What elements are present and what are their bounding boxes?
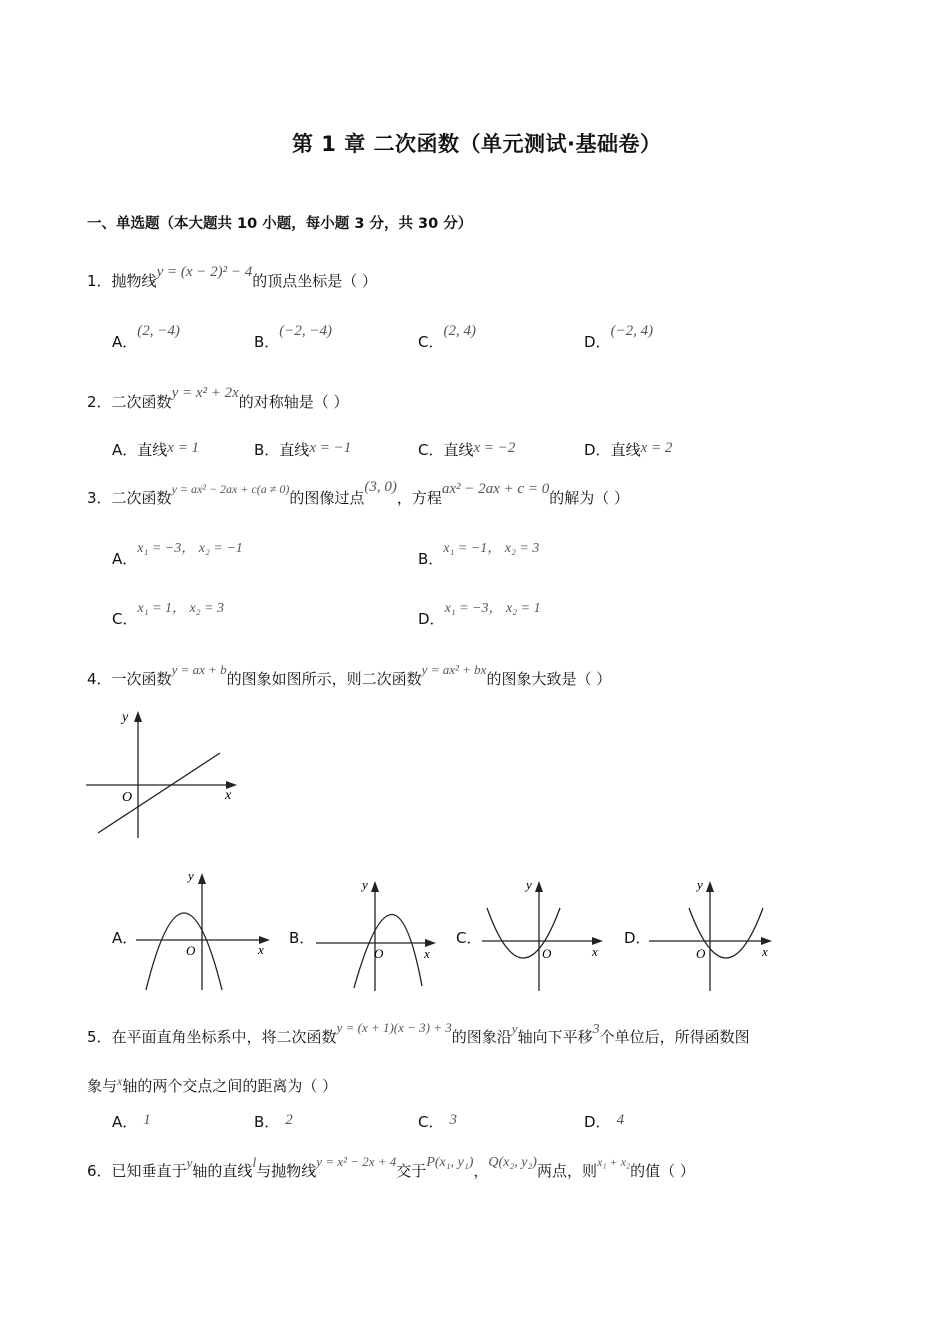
question-number: 5． — [87, 1028, 112, 1046]
formula: x = −1 — [309, 440, 352, 456]
question-text: 的顶点坐标是（ ） — [252, 272, 378, 290]
q2-option-b[interactable] — [254, 439, 351, 460]
q4-option-b-label[interactable]: B． — [289, 929, 315, 947]
formula: x₁ = −1， x₂ = 3 — [443, 541, 540, 556]
option-label: A． — [112, 550, 138, 568]
q5-option-a[interactable] — [112, 1111, 151, 1132]
formula: (2, −4) — [137, 323, 180, 339]
formula: (−2, −4) — [279, 323, 333, 339]
formula: x = −2 — [473, 440, 516, 456]
question-text: 的解为（ ） — [549, 489, 629, 507]
y-axis-label: y — [526, 877, 532, 892]
y-axis-arrow — [535, 881, 543, 892]
q5-option-b[interactable] — [254, 1111, 293, 1132]
q5-option-d[interactable] — [584, 1111, 624, 1132]
question-text: 二次函数 — [111, 489, 172, 507]
formula: l — [252, 1156, 257, 1171]
y-axis-label: y — [122, 710, 129, 725]
line-graph — [98, 753, 220, 833]
question-text: 的图象大致是（ ） — [486, 670, 612, 688]
q5-option-c[interactable] — [418, 1111, 457, 1132]
question-text: 两点，则 — [536, 1162, 597, 1180]
option-text: 直线 — [279, 441, 310, 459]
question-text: 轴的两个交点之间的距离为（ ） — [122, 1077, 338, 1095]
option-label: C． — [418, 441, 444, 459]
question-text: 的图象沿 — [451, 1028, 512, 1046]
y-axis-arrow — [706, 881, 714, 892]
question-text: 的图像过点 — [289, 489, 365, 507]
option-label: A． — [112, 1113, 138, 1131]
question-text: 与抛物线 — [256, 1162, 317, 1180]
question-number: 1． — [87, 272, 112, 290]
option-label: B． — [254, 441, 280, 459]
question-text: 象与 — [87, 1077, 118, 1095]
question-text: 的对称轴是（ ） — [238, 393, 349, 411]
question-text: 的值（ ） — [630, 1162, 695, 1180]
y-axis-label: y — [188, 868, 194, 883]
formula: 1 — [143, 1112, 151, 1128]
formula: y = ax + b — [171, 662, 227, 677]
x-axis-label: x — [258, 942, 264, 957]
q4-option-c-label[interactable]: C． — [456, 929, 482, 947]
formula: (−2, 4) — [610, 323, 654, 339]
question-text: 轴向下平移 — [517, 1028, 593, 1046]
formula: ax² − 2ax + c = 0 — [441, 481, 550, 497]
q3-option-c[interactable] — [112, 601, 225, 629]
formula: x₁ + x₂ — [597, 1155, 631, 1169]
question-number: 2． — [87, 393, 112, 411]
y-axis-arrow — [134, 711, 142, 722]
question-text: 已知垂直于 — [111, 1162, 187, 1180]
q4-option-a-graph[interactable] — [130, 868, 275, 994]
q4-option-c-graph[interactable] — [478, 876, 608, 994]
formula: P(x₁, y₁) — [426, 1155, 474, 1170]
question-text: ， — [473, 1162, 489, 1180]
q4-option-d-graph[interactable] — [645, 876, 777, 994]
question-text: 在平面直角坐标系中，将二次函数 — [111, 1028, 337, 1046]
formula: y — [186, 1155, 193, 1170]
y-axis-label: y — [362, 877, 368, 892]
question-text: 交于 — [396, 1162, 427, 1180]
option-text: 直线 — [137, 441, 168, 459]
q4-option-d-label[interactable]: D． — [624, 929, 651, 947]
origin-label: O — [122, 790, 133, 805]
q1-option-c[interactable] — [418, 323, 476, 352]
question-number: 3． — [87, 489, 112, 507]
formula: y — [511, 1021, 518, 1036]
question-text: ，方程 — [396, 489, 442, 507]
origin-label: O — [696, 946, 706, 961]
question-4 — [87, 662, 612, 689]
formula: x₁ = −3， x₂ = −1 — [137, 541, 243, 556]
question-1 — [87, 264, 378, 291]
option-label: B． — [254, 1113, 280, 1131]
y-axis-arrow — [198, 873, 206, 884]
formula: x = 2 — [640, 440, 673, 456]
formula: (3, 0) — [364, 479, 397, 495]
origin-label: O — [542, 946, 552, 961]
q2-option-c[interactable] — [418, 439, 515, 460]
formula: y = (x − 2)² − 4 — [156, 264, 253, 280]
question-text: 个单位后，所得函数图 — [599, 1028, 750, 1046]
option-label: D． — [584, 333, 611, 351]
formula: y = ax² − 2ax + c(a ≠ 0) — [171, 482, 290, 496]
option-text: 直线 — [610, 441, 641, 459]
question-text: 二次函数 — [111, 393, 172, 411]
q2-option-d[interactable] — [584, 439, 672, 460]
question-text: 一次函数 — [111, 670, 172, 688]
x-axis-label: x — [592, 944, 598, 959]
question-2 — [87, 385, 349, 412]
option-label: A． — [112, 333, 138, 351]
parabola — [354, 914, 422, 988]
formula: 2 — [285, 1112, 293, 1128]
q1-option-d[interactable] — [584, 323, 654, 352]
option-label: D． — [584, 441, 611, 459]
formula: y = x² + 2x — [171, 385, 239, 401]
formula: x₁ = −3， x₂ = 1 — [444, 601, 541, 616]
question-text: 的图象如图所示，则二次函数 — [226, 670, 422, 688]
x-axis-label: x — [424, 946, 430, 961]
question-5 — [87, 1020, 750, 1047]
option-label: B． — [418, 550, 444, 568]
y-axis-label: y — [697, 877, 703, 892]
formula: 3 — [449, 1112, 457, 1128]
formula: Q(x₂, y₂) — [488, 1155, 537, 1170]
q3-option-b[interactable] — [418, 541, 540, 569]
option-label: C． — [418, 333, 444, 351]
question-text: 轴的直线 — [192, 1162, 253, 1180]
option-label: D． — [584, 1113, 611, 1131]
question-6 — [87, 1154, 695, 1181]
q2-option-a[interactable] — [112, 439, 199, 460]
question-number: 4． — [87, 670, 112, 688]
origin-label: O — [186, 943, 196, 958]
y-axis-arrow — [371, 881, 379, 892]
option-label: B． — [254, 333, 280, 351]
question-text: 抛物线 — [111, 272, 157, 290]
question-5-line-2 — [87, 1075, 337, 1096]
q4-option-b-graph[interactable] — [312, 876, 442, 994]
formula: x₁ = 1， x₂ = 3 — [137, 601, 225, 616]
q1-option-b[interactable] — [254, 323, 333, 352]
option-label: C． — [418, 1113, 444, 1131]
q1-option-a[interactable] — [112, 323, 180, 352]
parabola — [146, 913, 222, 990]
formula: (2, 4) — [443, 323, 476, 339]
formula: y = (x + 1)(x − 3) + 3 — [336, 1020, 452, 1035]
formula: 4 — [616, 1112, 625, 1128]
option-label: A． — [112, 441, 138, 459]
option-label: C． — [112, 610, 138, 628]
formula: x = 1 — [167, 440, 200, 456]
origin-label: O — [374, 946, 384, 961]
option-text: 直线 — [443, 441, 474, 459]
question-3 — [87, 479, 629, 508]
question-number: 6． — [87, 1162, 112, 1180]
section-header: 一、单选题（本大题共 10 小题，每小题 3 分，共 30 分） — [87, 216, 473, 232]
q3-option-a[interactable] — [112, 541, 243, 569]
q4-option-a-label[interactable]: A． — [112, 929, 138, 947]
x-axis-label: x — [762, 944, 768, 959]
x-axis-label: x — [225, 788, 232, 803]
formula: y = x² − 2x + 4 — [316, 1154, 397, 1169]
formula: y = ax² + bx — [421, 662, 487, 677]
formula: x — [117, 1074, 123, 1088]
option-label: D． — [418, 610, 445, 628]
q3-option-d[interactable] — [418, 601, 541, 629]
formula: 3 — [592, 1022, 600, 1037]
page-title: 第 1 章 二次函数（单元测试·基础卷） — [292, 132, 662, 156]
linear-function-graph — [84, 705, 249, 845]
